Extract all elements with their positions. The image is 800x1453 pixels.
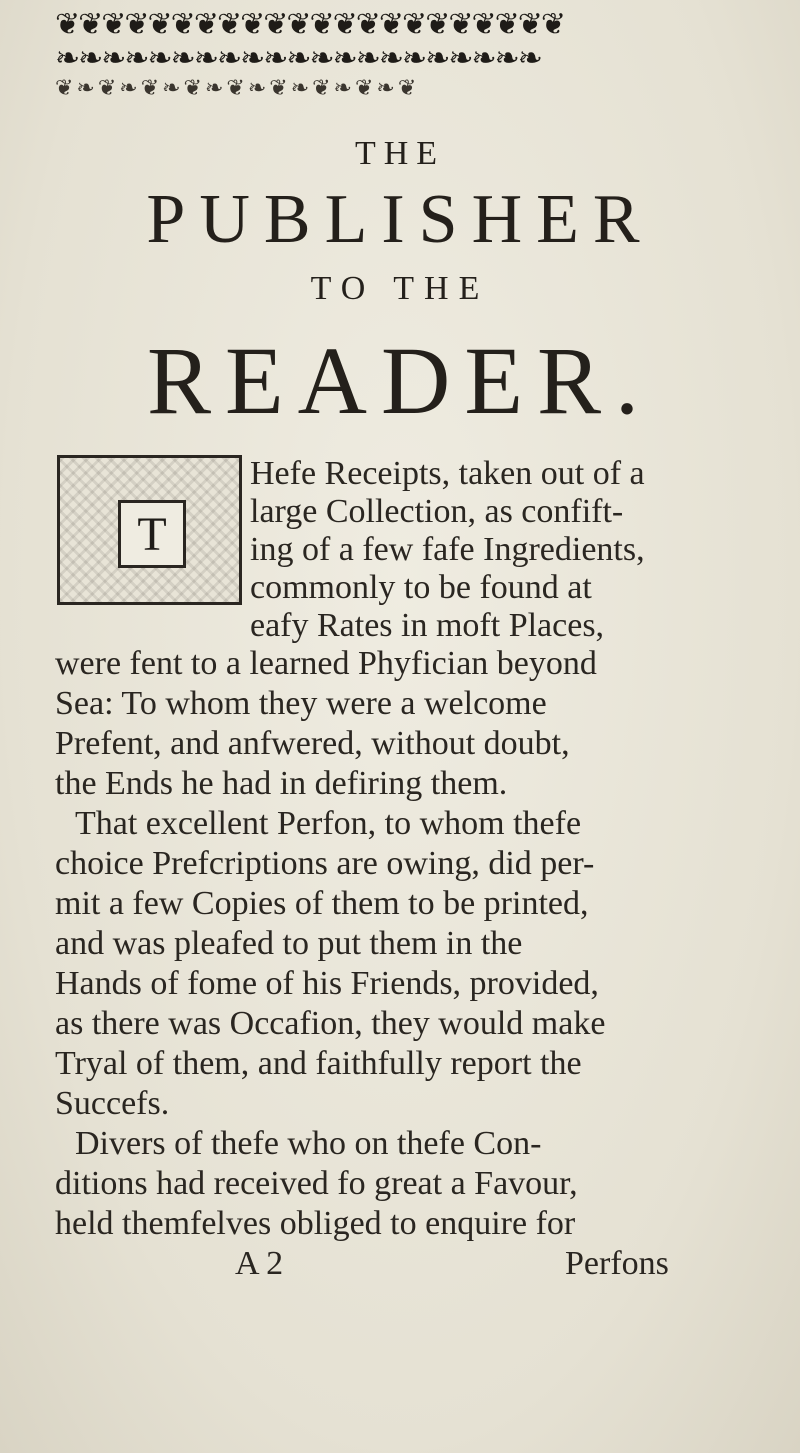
ornament-row-bottom: ❦ ❧ ❦ ❧ ❦ ❧ ❦ ❧ ❦ ❧ ❦ ❧ ❦ ❧ ❦ ❧ ❦ bbox=[55, 76, 415, 101]
body-text bbox=[55, 645, 745, 1405]
text-line: Prefent, and anfwered, without doubt, bbox=[55, 725, 570, 762]
text-line: as there was Occafion, they would make bbox=[55, 1005, 606, 1042]
catchword: Perfons bbox=[565, 1245, 669, 1282]
text-line: Divers of thefe who on thefe Con- bbox=[75, 1125, 542, 1162]
text-line: Hands of fome of his Friends, provided, bbox=[55, 965, 599, 1002]
text-line: held themfelves obliged to enquire for bbox=[55, 1205, 576, 1242]
text-line: and was pleafed to put them in the bbox=[55, 925, 523, 962]
text-line: ditions had received fo great a Favour, bbox=[55, 1165, 578, 1202]
text-line: large Collection, as confift- bbox=[250, 493, 624, 530]
text-line: Tryal of them, and faithfully report the bbox=[55, 1045, 582, 1082]
heading-publisher: PUBLISHER bbox=[146, 181, 654, 258]
text-line: mit a few Copies of them to be printed, bbox=[55, 885, 589, 922]
text-line: the Ends he had in defiring them. bbox=[55, 765, 508, 802]
printers-ornament-band bbox=[55, 8, 735, 128]
dropcap-letter: T bbox=[118, 500, 186, 568]
ornament-row-middle: ❧❧❧❧❧❧❧❧❧❧❧❧❧❧❧❧❧❧❧❧❧ bbox=[55, 41, 541, 76]
text-line: That excellent Perfon, to whom thefe bbox=[75, 805, 582, 842]
ornament-row-top: ❦❦❦❦❦❦❦❦❦❦❦❦❦❦❦❦❦❦❦❦❦❦ bbox=[55, 8, 565, 42]
text-line: Sea: To whom they were a welcome bbox=[55, 685, 547, 722]
text-line: choice Prefcriptions are owing, did per- bbox=[55, 845, 595, 882]
text-line: Hefe Receipts, taken out of a bbox=[250, 455, 645, 492]
heading-to-the: TO THE bbox=[310, 270, 490, 307]
text-line: commonly to be found at bbox=[250, 569, 592, 606]
signature-mark: A 2 bbox=[235, 1245, 284, 1282]
heading-the: THE bbox=[354, 135, 446, 172]
heading-reader: READER. bbox=[147, 327, 653, 434]
paragraph-1-opening bbox=[55, 455, 745, 655]
text-line: ing of a few fafe Ingredients, bbox=[250, 531, 645, 568]
text-line: eafy Rates in moft Places, bbox=[250, 607, 605, 644]
text-line: were fent to a learned Phyfician beyond bbox=[55, 645, 597, 682]
text-line: Succefs. bbox=[55, 1085, 170, 1122]
